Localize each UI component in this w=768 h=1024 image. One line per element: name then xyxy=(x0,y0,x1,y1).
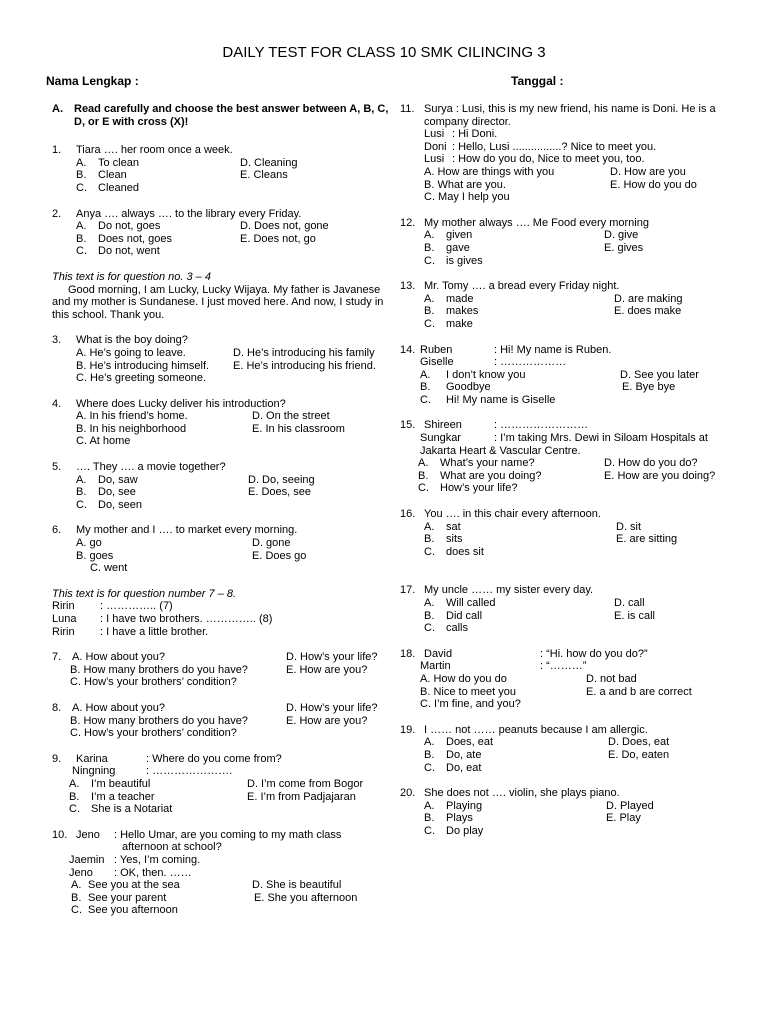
option-a: A. In his friend’s home. xyxy=(76,410,188,423)
option-e: E. I’m from Padjajaran xyxy=(247,790,356,803)
question-3: 3. What is the boy doing? A. He’s going to leave. D. He’s introducing his family B. He’s introducing himself. E. He’s introducing his friend. C. He’s greeting someone. xyxy=(52,334,376,385)
option-a: Will called xyxy=(446,597,496,609)
option-b: Do, ate xyxy=(446,748,482,761)
option-b: What are you doing? xyxy=(440,469,542,482)
option-b: B. How many brothers do you have? xyxy=(70,663,248,676)
option-a: A. How about you? xyxy=(72,701,165,714)
option-b: B. goes xyxy=(76,549,114,562)
option-e: E. gives xyxy=(604,241,644,254)
option-a: Does, eat xyxy=(446,736,494,749)
option-d: D. Played xyxy=(606,799,654,812)
date-label: Tanggal : xyxy=(511,74,564,88)
option-c: is gives xyxy=(446,254,483,267)
option-b: See your parent xyxy=(88,891,167,904)
question-20: 20. She does not …. violin, she plays piano. A. Playing D. Played B. Plays E. Play C. Do play xyxy=(400,787,654,837)
left-column xyxy=(52,103,392,930)
option-d: D. give xyxy=(604,229,639,242)
option-e: E. a and b are correct xyxy=(586,685,692,698)
option-a: To clean xyxy=(98,156,139,169)
question-7: 7. A. How about you? D. How’s your life? B. How many brothers do you have? E. How are you? C. How’s your brothers’ condition? xyxy=(52,651,378,689)
question-10: 10. Jeno : Hello Umar, are you coming to my math class afternoon at school? Jaemin : Yes, I’m coming. Jeno : OK, then. …… A. See you at the sea D. She is beautiful B. See your parent E. She you afternoon C. See you afternoon xyxy=(52,828,358,917)
option-a: A. go xyxy=(76,537,102,550)
option-c: does sit xyxy=(446,545,484,558)
option-c: Hi! My name is Giselle xyxy=(446,393,556,406)
option-c: C. May I help you xyxy=(424,191,510,204)
option-d: D. Does, eat xyxy=(608,736,670,749)
question-9: 9. Karina : Where do you come from? Ningning : …………………. A. I’m beautiful D. I’m come from Bogor B. I’m a teacher E. I’m from Padjajaran C. She is a Notariat xyxy=(52,752,364,816)
option-d: D. sit xyxy=(616,520,642,533)
option-c: How’s your life? xyxy=(440,482,518,495)
question-4: 4. Where does Lucky deliver his introduction? A. In his friend’s home. D. On the street B. In his neighborhood E. In his classroom C. At home xyxy=(52,397,345,448)
option-d: D. Cleaning xyxy=(240,156,298,169)
reading-text-3-4: This text is for question no. 3 – 4 Good morning, I am Lucky, Lucky Wijaya. My father is Javanese and my mother is Sundanese. I just moved here. And now, I study in this school. Thank you. xyxy=(52,270,384,321)
option-e: E. Do, eaten xyxy=(608,748,670,761)
option-d: D. not bad xyxy=(586,672,637,685)
question-19: 19. I …… not …… peanuts because I am allergic. A. Does, eat D. Does, eat B. Do, ate E. Do, eaten C. Do, eat xyxy=(400,723,670,774)
question-8: 8. A. How about you? D. How’s your life? B. How many brothers do you have? E. How are you? C. How’s your brothers’ condition? xyxy=(52,701,378,740)
option-a: See you at the sea xyxy=(88,879,180,892)
option-b: B. In his neighborhood xyxy=(76,422,187,435)
option-d: D. Do, seeing xyxy=(248,473,315,486)
question-14: 14. Ruben : Hi! My name is Ruben. Giselle : ……………… A. I don’t know you D. See you later B. Goodbye E. Bye bye C. Hi! My name is Giselle xyxy=(400,343,699,406)
option-c: Do, seen xyxy=(98,498,143,511)
option-e: E. Does, see xyxy=(248,486,311,499)
option-c: She is a Notariat xyxy=(91,803,173,816)
option-c: C. How’s your brothers’ condition? xyxy=(70,727,237,740)
question-18: 18. David : “Hi. how do you do?” Martin : “………” A. How do you do D. not bad B. Nice to meet you E. a and b are correct C. I’m fine, and you? xyxy=(400,647,692,711)
question-5: 5. …. They …. a movie together? A. Do, saw D. Do, seeing B. Do, see E. Does, see C. Do, seen xyxy=(52,461,315,511)
option-a: A. How about you? xyxy=(72,651,165,664)
option-a: Playing xyxy=(446,799,483,812)
option-c: calls xyxy=(446,622,469,635)
question-1: 1. Tiara …. her room once a week. A. To clean D. Cleaning B. Clean E. Cleans C. Cleaned xyxy=(52,144,298,194)
option-e: E. Bye bye xyxy=(622,381,676,394)
option-d: D. How’s your life? xyxy=(286,701,378,714)
option-d: D. call xyxy=(614,597,645,609)
option-c: Do play xyxy=(446,824,484,837)
option-a: I don’t know you xyxy=(446,368,526,381)
option-b: B. How many brothers do you have? xyxy=(70,714,248,727)
option-b: gave xyxy=(446,241,470,254)
option-b: B. He’s introducing himself. xyxy=(76,359,210,372)
question-16: 16. You …. in this chair every afternoon. A. sat D. sit B. sits E. are sitting C. does sit xyxy=(400,508,678,558)
question-15: 15. Shireen : …………………… Sungkar : I’m taking Mrs. Dewi in Siloam Hospitals at Jakarta Heart & Vascular Centre. A. What’s your name? D. How do you do? B. What are you doing? E. How are you doing? C. How’s your life? xyxy=(400,419,716,495)
option-c: make xyxy=(446,317,473,330)
option-a: made xyxy=(446,292,474,305)
question-13: 13. Mr. Tomy …. a bread every Friday night. A. made D. are making B. makes E. does make C. make xyxy=(400,280,683,330)
option-e: E. Play xyxy=(606,812,641,825)
option-e: E. Does not, go xyxy=(240,232,316,245)
option-d: D. On the street xyxy=(252,410,330,423)
option-b: B. Nice to meet you xyxy=(420,685,516,698)
option-e: E. He’s introducing his friend. xyxy=(233,359,376,372)
right-column xyxy=(400,103,736,851)
option-c: C. He’s greeting someone. xyxy=(76,372,207,385)
option-b: Did call xyxy=(446,609,483,622)
option-e: E. She you afternoon xyxy=(254,891,358,904)
option-c: C. At home xyxy=(76,435,131,448)
option-e: E. does make xyxy=(614,305,682,318)
page-title: DAILY TEST FOR CLASS 10 SMK CILINCING 3 xyxy=(222,44,546,61)
option-d: D. He’s introducing his family xyxy=(233,346,375,359)
question-17: 17. My uncle …… my sister every day. A. Will called D. call B. Did call E. is call C. calls xyxy=(400,584,655,635)
option-e: E. How do you do xyxy=(610,178,697,191)
option-c: Cleaned xyxy=(98,181,139,194)
option-d: D. Does not, gone xyxy=(240,220,329,233)
question-2: 2. Anya …. always …. to the library every Friday. A. Do not, goes D. Does not, gone B. Does not, goes E. Does not, go C. Do not, went xyxy=(52,207,329,258)
option-d: D. How are you xyxy=(610,165,686,178)
option-b: B. What are you. xyxy=(424,178,506,191)
instruction: A. Read carefully and choose the best answer between A, B, C, D, or E with cross (X)! xyxy=(52,103,389,128)
option-b: Plays xyxy=(446,812,473,825)
option-d: D. gone xyxy=(252,537,291,550)
option-c: C. went xyxy=(90,562,128,575)
option-c: Do, eat xyxy=(446,761,482,774)
option-a: What’s your name? xyxy=(440,457,535,470)
option-b: Does not, goes xyxy=(98,232,172,245)
question-6: 6. My mother and I …. to market every morning. A. go D. gone B. goes E. Does go C. went xyxy=(52,524,307,575)
option-a: A. He’s going to leave. xyxy=(76,346,186,359)
option-e: E. Does go xyxy=(252,549,307,562)
option-b: sits xyxy=(446,533,463,546)
option-a: A. How are things with you xyxy=(424,165,555,178)
option-a: A. How do you do xyxy=(420,672,507,685)
question-12: 12. My mother always …. Me Food every morning A. given D. give B. gave E. gives C. is gives xyxy=(400,216,649,267)
option-a: I’m beautiful xyxy=(91,777,151,790)
option-d: D. She is beautiful xyxy=(252,879,342,892)
option-b: Do, see xyxy=(98,486,136,499)
option-a: given xyxy=(446,229,473,242)
option-d: D. I’m come from Bogor xyxy=(247,777,364,790)
option-e: E. Cleans xyxy=(240,169,288,182)
name-label: Nama Lengkap : xyxy=(46,74,139,88)
option-c: C. I’m fine, and you? xyxy=(420,698,521,711)
option-e: E. is call xyxy=(614,609,655,622)
option-c: C. How’s your brothers’ condition? xyxy=(70,676,237,689)
reading-text-7-8: This text is for question number 7 – 8. Ririn : ………….. (7) Luna : I have two brothers. ………….. (8) Ririn : I have a little brother. xyxy=(52,587,273,638)
question-11: 11. Surya : Lusi, this is my new friend, his name is Doni. He is a company director. Lusi : Hi Doni. Doni : Hello, Lusi ................? Nice to meet you. Lusi : How do you do, Nice to meet you, too. A. How are things with you D. How are you B. What are you. E. How do you do C. May I help you xyxy=(400,103,716,204)
option-a: Do, saw xyxy=(98,473,138,486)
option-d: D. See you later xyxy=(620,368,699,381)
option-c: See you afternoon xyxy=(88,904,178,917)
option-b: makes xyxy=(446,305,479,318)
option-b: I’m a teacher xyxy=(91,790,155,803)
option-a: Do not, goes xyxy=(98,220,161,233)
option-e: E. In his classroom xyxy=(252,422,345,435)
option-e: E. How are you? xyxy=(286,714,368,727)
option-a: sat xyxy=(446,520,461,533)
option-c: Do not, went xyxy=(98,245,160,258)
option-d: D. How do you do? xyxy=(604,457,698,470)
option-e: E. are sitting xyxy=(616,533,678,546)
option-b: Clean xyxy=(98,169,127,182)
option-b: Goodbye xyxy=(446,381,491,394)
option-d: D. How’s your life? xyxy=(286,651,378,664)
option-e: E. How are you? xyxy=(286,663,368,676)
option-e: E. How are you doing? xyxy=(604,469,716,482)
option-d: D. are making xyxy=(614,292,683,305)
